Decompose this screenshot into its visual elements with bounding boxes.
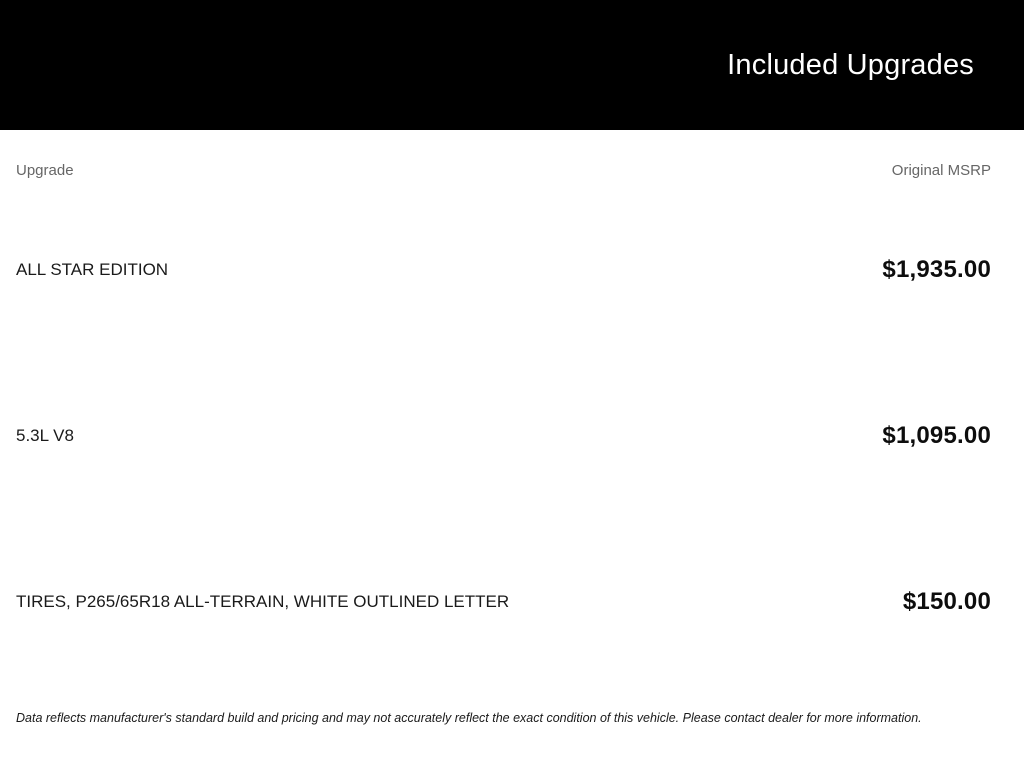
upgrade-name: 5.3L V8 <box>16 426 74 445</box>
page-title: Included Upgrades <box>727 48 974 81</box>
upgrade-msrp: $150.00 <box>902 588 991 615</box>
upgrade-msrp: $1,095.00 <box>882 422 991 449</box>
upgrades-panel <box>0 130 1024 726</box>
pricing-disclaimer: Data reflects manufacturer's standard build and pricing and may not accurately reflect the exact condition of this vehicle. Please contact dealer for more information. <box>16 711 922 725</box>
table-column-headers <box>16 130 991 179</box>
table-row <box>16 187 991 353</box>
table-row <box>16 353 991 519</box>
upgrade-name: ALL STAR EDITION <box>16 260 169 279</box>
upgrade-msrp: $1,935.00 <box>882 256 991 283</box>
upgrades-list <box>16 179 991 685</box>
column-header-upgrade: Upgrade <box>16 162 74 179</box>
table-row <box>16 519 991 685</box>
column-header-original-msrp: Original MSRP <box>891 162 991 179</box>
upgrade-name: TIRES, P265/65R18 ALL-TERRAIN, WHITE OUTLINED LETTER <box>16 592 510 611</box>
included-upgrades-header <box>0 0 1024 130</box>
